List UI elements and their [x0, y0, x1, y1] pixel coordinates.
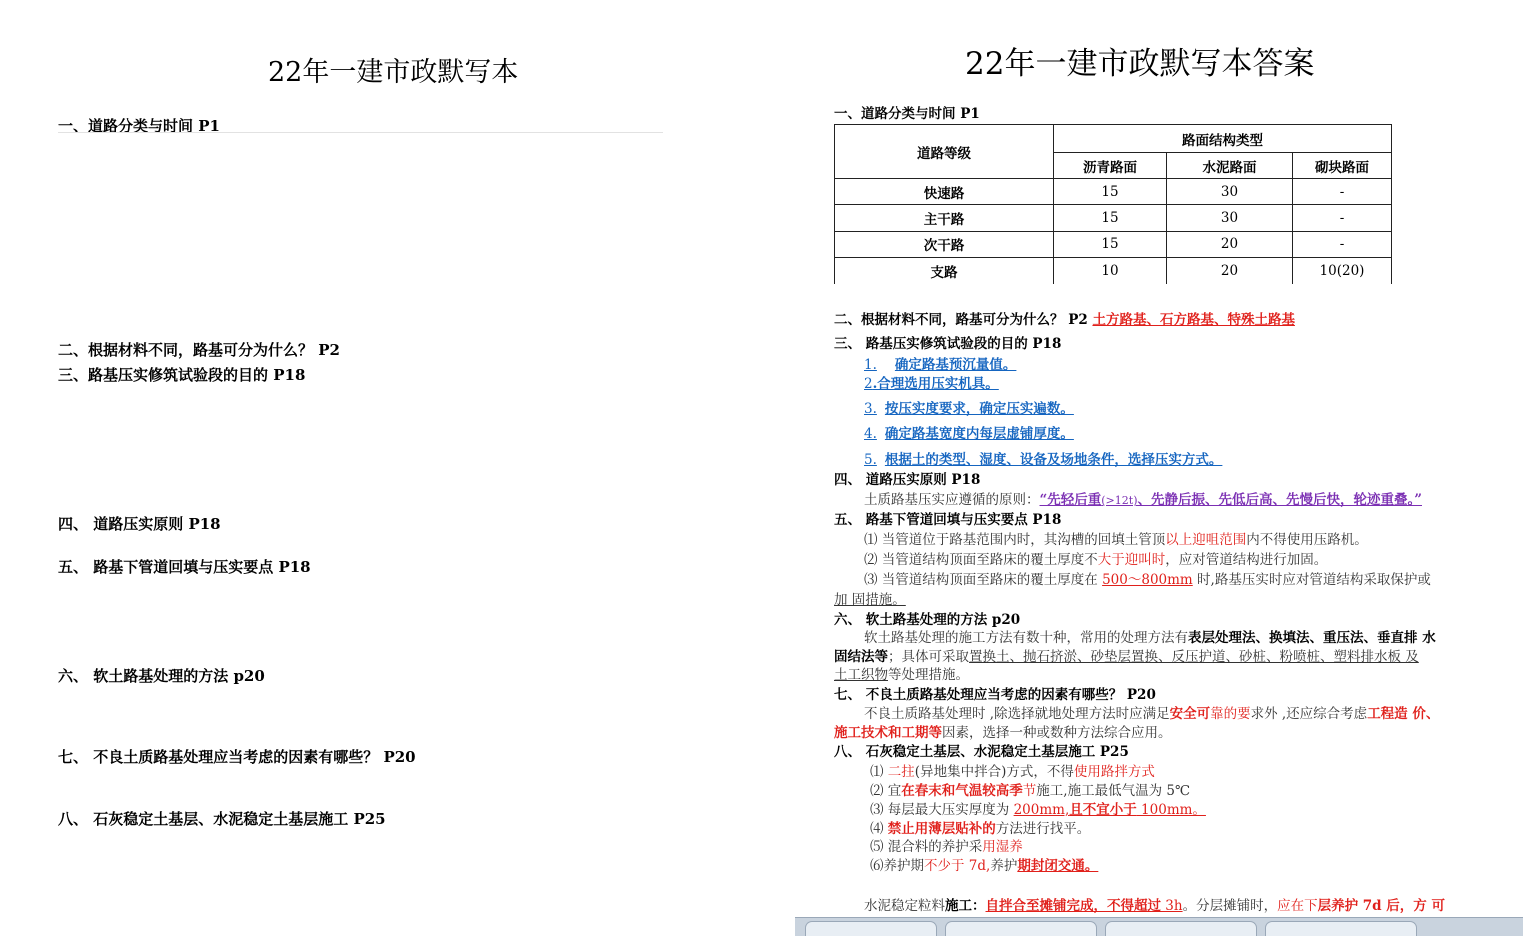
cell-block: - [1293, 205, 1392, 231]
taskbar [795, 917, 1523, 936]
section-5-item-3: ⑶ 当管道结构顶面至路床的覆土厚度在 500～800mm 时,路基压实时应对管道结构采取保护或 [864, 572, 1431, 588]
section-8-item-6: ⑹养护期不少于 7d,养护期封闭交通。 [870, 858, 1099, 874]
cell-asphalt: 10 [1054, 258, 1167, 284]
left-question-6: 六、 软土路基处理的方法 p20 [58, 667, 265, 685]
section-1-heading: 一、道路分类与时间 P1 [834, 106, 980, 122]
cell-road-name: 支路 [835, 258, 1054, 284]
taskbar-button[interactable] [1265, 921, 1417, 936]
cell-block: - [1293, 179, 1392, 205]
road-classification-table [834, 124, 1392, 284]
section-3-item-1: 1. 确定路基预沉量值。 [864, 357, 1017, 373]
section-8-item-3: ⑶ 每层最大压实厚度为 200mm,且不宜小于 100mm。 [870, 802, 1206, 818]
section-7-line-1: 不良土质路基处理时 ,除选择就地处理方法时应满足安全可靠的要求外 ,还应综合考虑工程造 价、 [864, 706, 1440, 722]
left-question-8: 八、 石灰稳定土基层、水泥稳定土基层施工 P25 [58, 810, 386, 828]
question-divider [58, 132, 663, 133]
section-5-item-1: ⑴ 当管道位于路基范围内时，其沟槽的回填土管顶以上迎咀范围内不得使用压路机。 [864, 532, 1368, 548]
header-road-grade: 道路等级 [835, 125, 1054, 179]
section-3-item-3: 3. 按压实度要求，确定压实遍数。 [864, 401, 1074, 417]
left-page-title: 22年一建市政默写本 [268, 57, 519, 88]
section-5-heading: 五、 路基下管道回填与压实要点 P18 [834, 512, 1062, 528]
left-question-4: 四、 道路压实原则 P18 [58, 515, 221, 533]
left-question-5: 五、 路基下管道回填与压实要点 P18 [58, 558, 311, 576]
section-2-question: 二、根据材料不同，路基可分为什么？ P2 [834, 312, 1093, 328]
table-row [835, 258, 1392, 284]
cell-road-name: 快速路 [835, 179, 1054, 205]
table-row [835, 231, 1392, 257]
cell-asphalt: 15 [1054, 205, 1167, 231]
taskbar-button[interactable] [805, 921, 937, 936]
section-6-line-2: 固结法等；具体可采取置换土、抛石挤淤、砂垫层置换、反压护道、砂桩、粉喷桩、塑料排水板 及 [834, 649, 1419, 665]
taskbar-button[interactable] [1105, 921, 1257, 936]
section-6-line-1: 软土路基处理的施工方法有数十种，常用的处理方法有表层处理法、换填法、重压法、垂直排 水 [864, 630, 1436, 646]
section-3-item-5: 5. 根据土的类型、湿度、设备及场地条件，选择压实方式。 [864, 452, 1223, 468]
section-3-item-2: 2.合理选用压实机具。 [864, 376, 999, 392]
header-pavement-type: 路面结构类型 [1054, 125, 1392, 153]
left-question-2: 二、根据材料不同，路基可分为什么？ P2 [58, 341, 340, 359]
table-row [835, 205, 1392, 231]
section-8-item-5: ⑸ 混合料的养护采用湿养 [870, 839, 1023, 855]
header-block: 砌块路面 [1293, 153, 1392, 179]
section-7-line-2: 施工技术和工期等因素，选择一种或数种方法综合应用。 [834, 725, 1172, 741]
section-7-heading: 七、 不良土质路基处理应当考虑的因素有哪些？ P20 [834, 687, 1156, 703]
section-8-item-1: ⑴ 二拄(异地集中拌合)方式，不得使用路拌方式 [870, 764, 1155, 780]
section-5-item-2: ⑵ 当管道结构顶面至路床的覆土厚度不大于迎叫时，应对管道结构进行加固。 [864, 552, 1328, 568]
right-page-title: 22年一建市政默写本答案 [965, 46, 1315, 82]
section-8-item-2: ⑵ 宜在春末和气温较高季节施工,施工最低气温为 5℃ [870, 783, 1191, 799]
left-question-3: 三、路基压实修筑试验段的目的 P18 [58, 366, 306, 384]
cell-road-name: 主干路 [835, 205, 1054, 231]
taskbar-button[interactable] [945, 921, 1097, 936]
cell-asphalt: 15 [1054, 179, 1167, 205]
section-2-line [834, 311, 1295, 329]
cell-road-name: 次干路 [835, 231, 1054, 257]
cell-cement: 30 [1167, 205, 1293, 231]
cell-block: 10(20) [1293, 258, 1392, 284]
cell-block: - [1293, 231, 1392, 257]
section-5-item-3-cont: 加 固措施。 [834, 592, 906, 608]
section-4-heading: 四、 道路压实原则 P18 [834, 472, 981, 488]
section-2-answer: 土方路基、石方路基、特殊土路基 [1092, 312, 1295, 328]
section-8-heading: 八、 石灰稳定土基层、水泥稳定土基层施工 P25 [834, 744, 1129, 760]
section-3-heading: 三、 路基压实修筑试验段的目的 P18 [834, 336, 1062, 352]
cell-asphalt: 15 [1054, 231, 1167, 257]
section-6-heading: 六、 软土路基处理的方法 p20 [834, 612, 1021, 628]
section-6-line-3: 土工织物等处理措施。 [834, 667, 969, 683]
left-question-1: 一、道路分类与时间 P1 [58, 117, 220, 135]
left-question-7: 七、 不良土质路基处理应当考虑的因素有哪些？ P20 [58, 748, 416, 766]
header-asphalt: 沥青路面 [1054, 153, 1167, 179]
section-4-answer: 土质路基压实应遵循的原则：“先轻后重(>12t)、先静后振、先低后高、先慢后快，轮迹重叠。” [864, 492, 1422, 508]
cell-cement: 30 [1167, 179, 1293, 205]
table-row [835, 179, 1392, 205]
section-3-item-4: 4. 确定路基宽度内每层虚铺厚度。 [864, 426, 1074, 442]
cell-cement: 20 [1167, 258, 1293, 284]
cement-stabilized-line: 水泥稳定粒料施工：自拌合至摊铺完成，不得超过 3h。分层摊铺时，应在下层养护 7d 后，方 可 [864, 898, 1446, 914]
cell-cement: 20 [1167, 231, 1293, 257]
header-cement: 水泥路面 [1167, 153, 1293, 179]
section-8-item-4: ⑷ 禁止用薄层贴补的方法进行找平。 [870, 821, 1091, 837]
